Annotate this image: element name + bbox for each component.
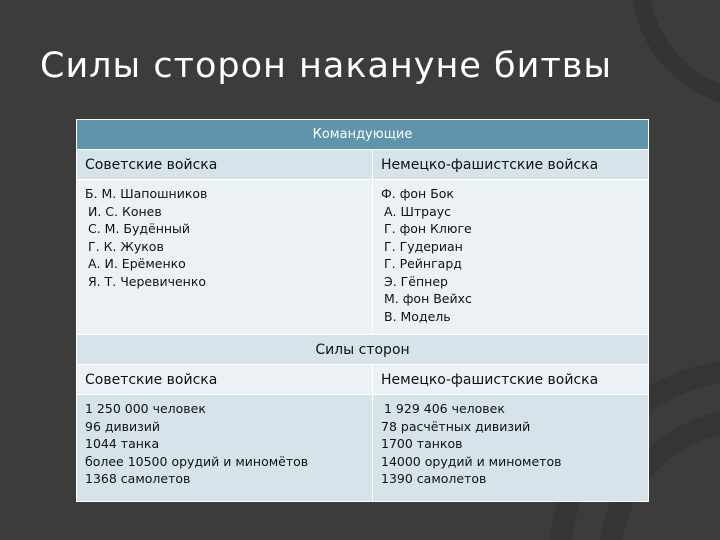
german-commander: Г. Гудериан (384, 238, 463, 254)
forces-table (76, 119, 648, 502)
soviet-column-header: Советские войска (77, 150, 373, 180)
german-force-line: 1 929 406 человек (384, 401, 505, 416)
soviet-commander: Б. М. Шапошников (85, 186, 208, 201)
forces-header: Силы сторон (77, 335, 649, 365)
german-force-line: 1700 танков (381, 436, 463, 451)
german-commanders-cell (373, 180, 649, 335)
soviet-force-line: 1368 самолетов (85, 471, 191, 486)
soviet-force-line: 1 250 000 человек (85, 401, 206, 416)
german-commander: Г. фон Клюге (384, 221, 472, 236)
german-forces-cell (373, 395, 649, 502)
soviet-column-header-2: Советские войска (77, 365, 373, 395)
german-force-line: 78 расчётных дивизий (381, 418, 531, 434)
soviet-commander: И. С. Конев (88, 203, 162, 219)
german-commander: М. фон Вейхс (384, 291, 472, 306)
german-commander: А. Штраус (384, 203, 452, 219)
german-column-header-2: Немецко-фашистские войска (373, 365, 649, 395)
soviet-force-line: 96 дивизий (85, 418, 161, 434)
german-commander: В. Модель (384, 308, 451, 324)
soviet-commander: А. И. Ерёменко (88, 256, 186, 271)
soviet-commander: Г. К. Жуков (88, 238, 164, 254)
slide-title: Силы сторон накануне битвы (40, 46, 613, 86)
soviet-commander: Я. Т. Черевиченко (88, 273, 207, 289)
soviet-force-line: 1044 танка (85, 436, 160, 451)
soviet-commander: С. М. Будённый (88, 221, 191, 236)
soviet-force-line: более 10500 орудий и миномётов (85, 453, 309, 469)
german-commander: Ф. фон Бок (381, 186, 454, 201)
commanders-header: Командующие (77, 120, 649, 150)
german-force-line: 14000 орудий и минометов (381, 453, 562, 469)
german-commander: Г. Рейнгард (384, 256, 462, 271)
soviet-forces-cell (77, 395, 373, 502)
german-force-line: 1390 самолетов (381, 471, 487, 486)
soviet-commanders-cell (77, 180, 373, 335)
german-commander: Э. Гёпнер (384, 273, 448, 289)
german-column-header: Немецко-фашистские войска (373, 150, 649, 180)
